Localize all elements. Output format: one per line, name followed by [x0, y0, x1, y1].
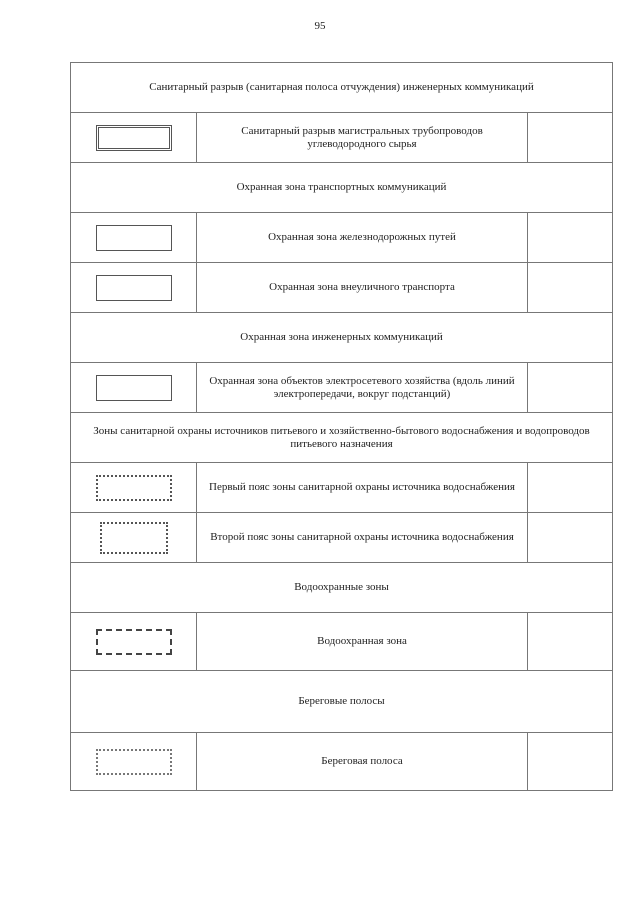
item-description: Охранная зона внеуличного транспорта	[197, 263, 528, 313]
symbol-cell	[71, 263, 197, 313]
item-note	[528, 463, 613, 513]
section-header: Охранная зона инженерных коммуникаций	[71, 313, 613, 363]
section-header: Санитарный разрыв (санитарная полоса отчуждения) инженерных коммуникаций	[71, 63, 613, 113]
symbol-cell	[71, 463, 197, 513]
item-description: Водоохранная зона	[197, 613, 528, 671]
dashed-border-rect-icon	[96, 629, 172, 655]
section-header: Береговые полосы	[71, 671, 613, 733]
legend-item-row	[71, 113, 613, 163]
item-description: Охранная зона объектов электросетевого хозяйства (вдоль линий электропередачи, вокруг подстанций)	[197, 363, 528, 413]
legend-item-row	[71, 613, 613, 671]
symbol-cell	[71, 363, 197, 413]
section-header-row	[71, 563, 613, 613]
section-header-row	[71, 313, 613, 363]
item-note	[528, 263, 613, 313]
dotted-border-rect-icon	[96, 475, 172, 501]
symbol-cell	[71, 733, 197, 791]
thin-border-rect-icon	[96, 275, 172, 301]
legend-table	[70, 62, 613, 791]
thin-border-rect-icon	[96, 225, 172, 251]
double-border-rect-icon	[96, 125, 172, 151]
item-description: Охранная зона железнодорожных путей	[197, 213, 528, 263]
item-description: Второй пояс зоны санитарной охраны источника водоснабжения	[197, 513, 528, 563]
legend-item-row	[71, 263, 613, 313]
legend-item-row	[71, 513, 613, 563]
section-header: Водоохранные зоны	[71, 563, 613, 613]
thin-border-rect-icon	[96, 375, 172, 401]
symbol-cell	[71, 613, 197, 671]
legend-item-row	[71, 363, 613, 413]
item-note	[528, 113, 613, 163]
dotted-border-rect-light-icon	[96, 749, 172, 775]
legend-item-row	[71, 733, 613, 791]
section-header-row	[71, 163, 613, 213]
section-header: Зоны санитарной охраны источников питьевого и хозяйственно-бытового водоснабжения и водопроводов питьевого назначения	[71, 413, 613, 463]
section-header-row	[71, 63, 613, 113]
item-note	[528, 513, 613, 563]
section-header: Охранная зона транспортных коммуникаций	[71, 163, 613, 213]
item-description: Береговая полоса	[197, 733, 528, 791]
item-description: Первый пояс зоны санитарной охраны источника водоснабжения	[197, 463, 528, 513]
symbol-cell	[71, 213, 197, 263]
item-note	[528, 613, 613, 671]
symbol-cell	[71, 113, 197, 163]
section-header-row	[71, 671, 613, 733]
item-note	[528, 363, 613, 413]
dotted-border-rect-small-icon	[100, 522, 168, 554]
item-note	[528, 733, 613, 791]
item-note	[528, 213, 613, 263]
symbol-cell	[71, 513, 197, 563]
section-header-row	[71, 413, 613, 463]
page-number: 95	[314, 20, 326, 32]
legend-item-row	[71, 463, 613, 513]
item-description: Санитарный разрыв магистральных трубопроводов углеводородного сырья	[197, 113, 528, 163]
legend-item-row	[71, 213, 613, 263]
